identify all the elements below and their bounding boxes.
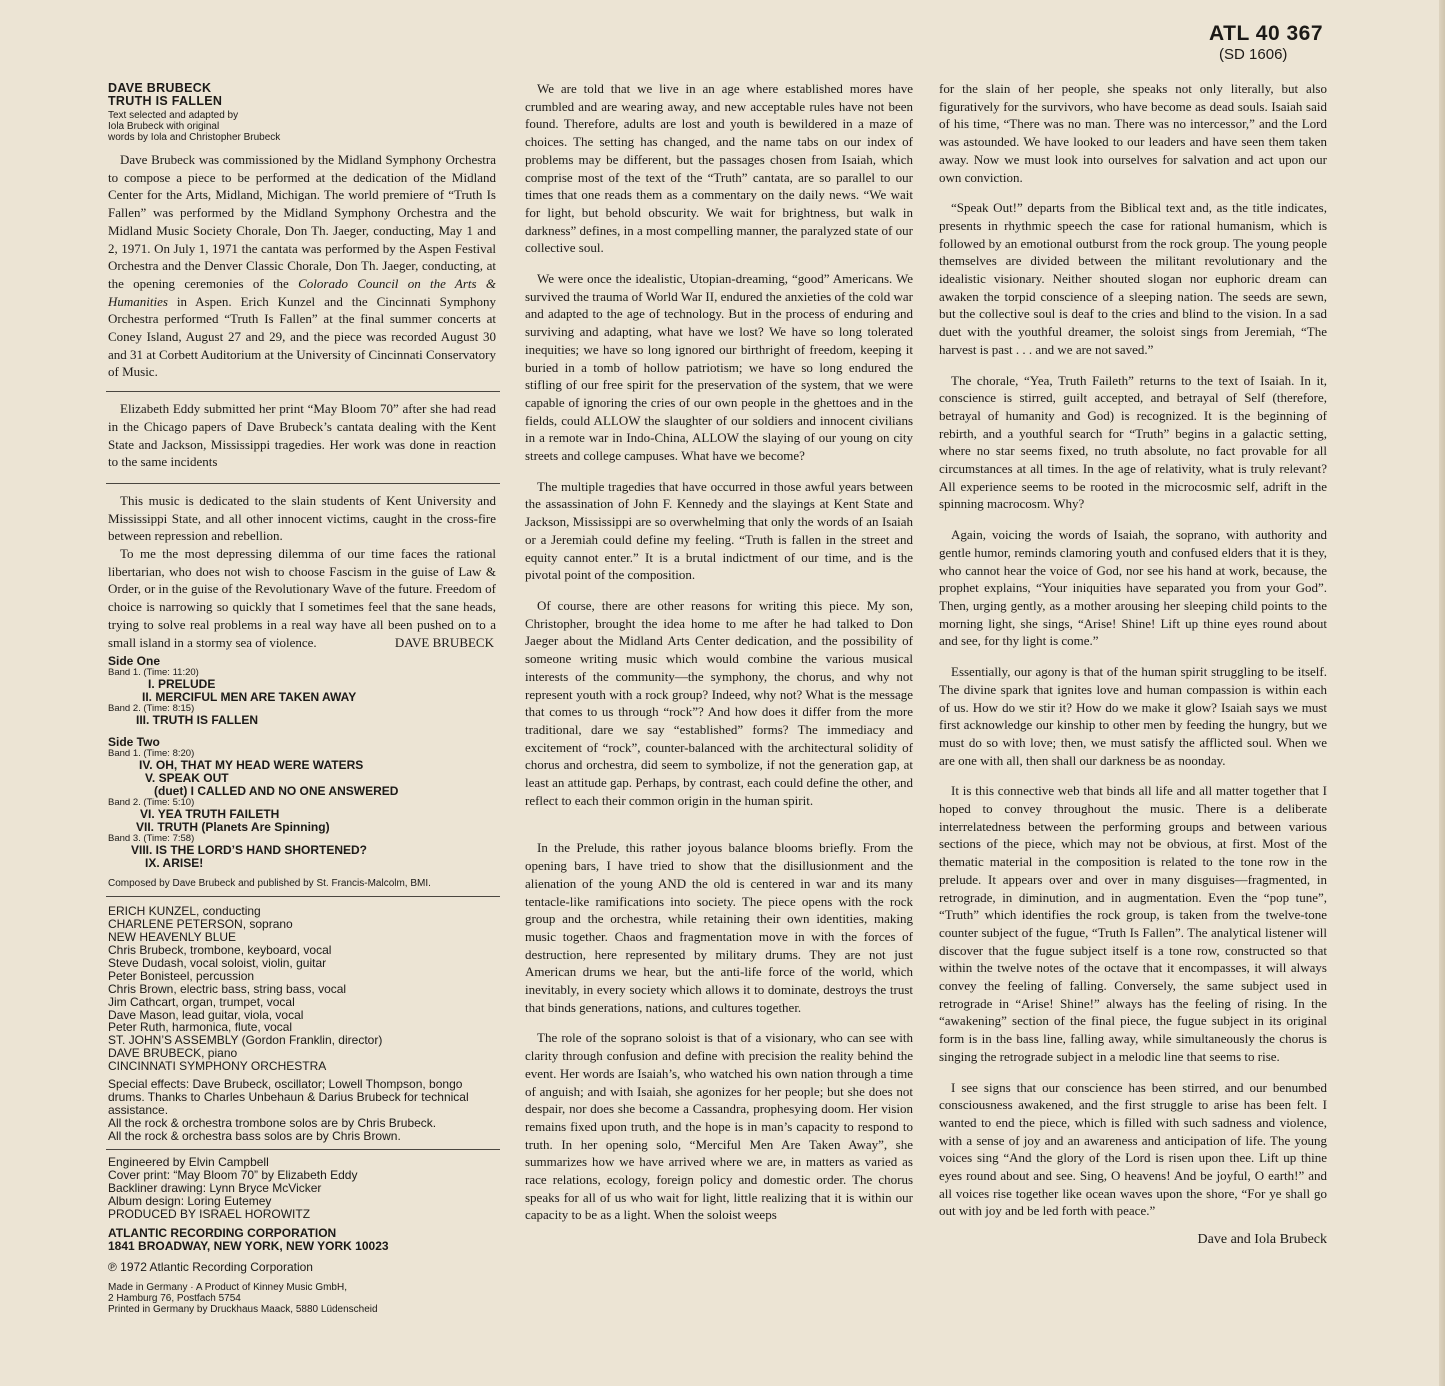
track-title: VII. TRUTH (Planets Are Spinning)	[136, 820, 330, 835]
left-column	[108, 82, 496, 1315]
production-credit-line: Album design: Loring Eutemey	[108, 1193, 272, 1208]
essay-signature: Dave and Iola Brubeck	[1197, 1232, 1327, 1248]
essay-paragraph: for the slain of her people, she speaks not only literally, but also figuratively for the survivors, who have become as dead souls. Isaiah said of his time, “There was no man. There was no intercessor,” and the Lord was astounded. We have looked to our leaders and have seen them taken away. Now we must look into ourselves for salvation and act upon our own conviction.	[939, 81, 1327, 185]
middle-column	[525, 80, 913, 1224]
label-block	[108, 1227, 496, 1253]
track-subtitle: (duet) I CALLED AND NO ONE ANSWERED	[154, 784, 399, 799]
dilemma-paragraph	[108, 545, 496, 651]
personnel-line: CINCINNATI SYMPHONY ORCHESTRA	[108, 1059, 327, 1074]
band-timing: Band 1. (Time: 8:20)	[108, 748, 195, 760]
personnel-line: Chris Brown, electric bass, string bass, vocal	[108, 981, 347, 996]
personnel-line: NEW HEAVENLY BLUE	[108, 930, 237, 945]
track-title: IV. OH, THAT MY HEAD WERE WATERS	[139, 758, 364, 773]
made-line: Made in Germany · A Product of Kinney Music GmbH,	[108, 1281, 347, 1293]
personnel-line: Peter Ruth, harmonica, flute, vocal	[108, 1020, 293, 1035]
essay-paragraph: It is this connective web that binds all life and all matter together that I hoped to convey throughout the music. There is a deliberate interrelatedness between the performing groups and between various sections of the piece, which may not be obvious, at first. Most of the thematic material in the composition is related to the tone row in the prelude. It appears over and over in many disguises—fragmented, in retrograde, in diminution, and in augmentation. Even the “pop tune”, “Truth” which identifies the rock group, is taken from the twelve-tone counter subject of the fugue, “Truth Is Fallen”. The analytical listener will discover that the fugue subject itself is a tone row, constructed so that within the twelve notes of the octave that it encompasses, it will always convey the feeling of falling. Conversely, the same subject used in retrograde in “Arise! Shine!” always has the feeling of rising. In the “awakening” section of the final piece, the fugue subject in its original form is in the bass line, falling away, while simultaneously the chorus is singing the retrograde subject in a melodic line that seems to rise.	[939, 783, 1327, 1064]
made-line: Printed in Germany by Druckhaus Maack, 5880 Lüdenscheid	[108, 1303, 378, 1315]
side-two-heading: Side Two	[108, 735, 160, 750]
text-credit-line: Text selected and adapted by	[108, 110, 239, 121]
dilemma-text: To me the most depressing dilemma of our time faces the rational libertarian, who does not wish to choose Fascism in the guise of Law & Order, or in the guise of the Revolutionary Wave of the future. Freedom of choice is narrowing so quickly that I sometimes feel that the sane heads, trying to solve real problems in a real way have all been pushed on to a small island in a stormy sea of violence.	[108, 546, 496, 650]
essay-paragraph: In the Prelude, this rather joyous balance blooms briefly. From the opening bars, I have tried to show that the disillusionment and the alienation of the young AND the old is centered in war and its many tentacle-like ramifications into society. The piece opens with the rock group and the orchestra, while retaining their own identities, making music together. Chaos and fragmentation move in with the forces of destruction, here represented by military drums. They are not just American drums we hear, but the anti-life force of the world, which inevitably, in every society which allows it to dominate, destroys the trust that binds generations, nations, and cultures together.	[525, 840, 913, 1015]
band-timing: Band 2. (Time: 5:10)	[108, 797, 195, 809]
special-effects-credit: Special effects: Dave Brubeck, oscillator; Lowell Thompson, bongo drums. Thanks to Charles Unbehaun & Darius Brubeck for technical assistance.	[108, 1077, 469, 1118]
personnel-line: Jim Cathcart, organ, trumpet, vocal	[108, 994, 295, 1009]
essay-paragraph: “Speak Out!” departs from the Biblical text and, as the title indicates, presents in rhythmic speech the case for rational humanism, which is followed by an emotional outburst from the rock group. The young people themselves are divided between the militant revolutionary and the idealistic visionary. Neither shouted slogan nor euphoric dream can awaken the torpid conscience of a sleeping nation. The seeds are sewn, but the collective soul is deaf to the cries and blind to the vision. In a sad duet with the youthful dreamer, the soloist sings from Jeremiah, “The harvest is past . . . and we are not saved.”	[939, 200, 1327, 357]
commission-paragraph: Dave Brubeck was commissioned by the Midland Symphony Orchestra to compose a piece to be performed at the dedication of the Midland Center for the Arts, Midland, Michigan. The world premiere of “Truth Is Fallen” was performed by the Midland Symphony Orchestra and the Midland Music Society Chorale, Don Th. Jaeger, conducting, May 1 and 2, 1971. On July 1, 1971 the cantata was performed by the Aspen Festival Orchestra and the Denver Classic Chorale, Don Th. Jaeger, conducting, at the opening ceremonies of the Colorado Council on the Arts & Humanities in Aspen. Erich Kunzel and the Cincinnati Symphony Orchestra performed “Truth Is Fallen” at the final summer concerts at Coney Island, August 27 and 29, and the piece was recorded August 30 and 31 at Corbett Auditorium at the University of Cincinnati Conservatory of Music.	[108, 152, 497, 380]
alt-catalog-number: (SD 1606)	[1219, 46, 1288, 63]
track-title: II. MERCIFUL MEN ARE TAKEN AWAY	[142, 690, 357, 705]
track-title: III. TRUTH IS FALLEN	[136, 713, 258, 728]
band-timing: Band 2. (Time: 8:15)	[108, 703, 195, 715]
production-credit-line: Backliner drawing: Lynn Bryce McVicker	[108, 1180, 322, 1195]
track-title: V. SPEAK OUT	[145, 771, 229, 786]
essay-paragraph: We were once the idealistic, Utopian-dreaming, “good” Americans. We survived the trauma of World War II, endured the anxieties of the cold war and adapted to the age of technology. But in the process of enduring and surviving and adapting, what have we lost? We have so long tolerated inequities; we have so long ignored our birthright of freedom, keeping it buried in a tomb of hollow patriotism; we have so long endured the stifling of our free spirit for the preservation of the system, that we were capable of ignoring the cries of our own people in the ghettoes and in the fields, could ALLOW the slaughter of our soldiers and innocent civilians in a remote war in Indo-China, ALLOW the slaying of our young on city streets and college campuses. What have we become?	[525, 271, 913, 464]
dilemma-signature: DAVE BRUBECK	[394, 634, 494, 650]
personnel-line: Steve Dudash, vocal soloist, violin, guitar	[108, 955, 327, 970]
production-credit-line: PRODUCED BY ISRAEL HOROWITZ	[108, 1206, 311, 1221]
production-credit-line: Engineered by Elvin Campbell	[108, 1155, 269, 1170]
bass-credit: All the rock & orchestra bass solos are by Chris Brown.	[108, 1129, 401, 1144]
personnel-line: ERICH KUNZEL, conducting	[108, 904, 261, 919]
personnel-line: ST. JOHN’S ASSEMBLY (Gordon Franklin, director)	[108, 1033, 383, 1048]
text-credit-line: Iola Brubeck with original	[108, 121, 220, 132]
artist-name: DAVE BRUBECK	[108, 81, 212, 95]
essay-paragraph: Of course, there are other reasons for writing this piece. My son, Christopher, brought the idea home to me after he had talked to Don Jaeger about the Midland Arts Center dedication, and the possibility of someone writing music which would combine the various musical interests of the community—the symphony, the chorus, and why not represent youth with a rock group? Indeed, why not? What is the message that comes to us through “rock”? And how does it differ from the more traditional, dare we say “established” forms? The immediacy and excitement of “rock”, counter-balanced with the architectural solidity of chorus and orchestra, did seem to symbolize, if not the generation gap, at least an attitude gap. Perhaps, by contrast, each could define the other, and reflect to each their common origin in the human spirit.	[525, 597, 913, 808]
production-credits	[108, 1156, 496, 1221]
essay-paragraph: We are told that we live in an age where established mores have crumbled and are wearing away, and new acceptable rules have not been found. Therefore, adults are lost and youth is bewildered in a maze of choices. The setting has changed, and the name tabs on our index of problems may be different, but the passages chosen from Isaiah, which comprise most of the text of the “Truth” cantata, are so parallel to our times that one reads them as a commentary on the daily news. “We wait for light, but behold obscurity. We wait for brightness, but walk in darkness” defines, in a most compelling manner, the paralyzed state of our collective soul.	[525, 81, 913, 256]
dedication-paragraph: This music is dedicated to the slain students of Kent University and Mississippi State, and all other innocent victims, caught in the cross-fire between repression and rebellion.	[108, 492, 496, 544]
album-title: TRUTH IS FALLEN	[108, 94, 223, 108]
catalog-number: ATL 40 367	[1209, 22, 1323, 45]
divider	[106, 1149, 500, 1150]
trombone-credit: All the rock & orchestra trombone solos are by Chris Brubeck.	[108, 1116, 437, 1131]
copyright-line: ℗ 1972 Atlantic Recording Corporation	[108, 1259, 313, 1274]
divider	[106, 483, 500, 484]
essay-paragraph: I see signs that our conscience has been stirred, and our benumbed consciousness awakened, and the first struggle to arise has been felt. I wanted to end the piece, which is filled with such sadness and violence, with a sense of joy and an awareness and anticipation of life. The young voices sing “And the glory of the Lord is risen upon thee. Lift up thine eyes round about and see. Sing, O heavens! And be joyful, O earth!” and all voices rise together like ocean waves upon the shore, “For ye shall go out with joy and be led forth with peace.”	[939, 1079, 1327, 1219]
track-title: I. PRELUDE	[148, 677, 216, 692]
production-credit-line: Cover print: “May Bloom 70” by Elizabeth Eddy	[108, 1167, 358, 1182]
personnel-line: Dave Mason, lead guitar, viola, vocal	[108, 1007, 304, 1022]
divider	[106, 391, 500, 392]
tracklist	[108, 654, 496, 870]
band-timing: Band 1. (Time: 11:20)	[108, 667, 199, 679]
personnel-line: Peter Bonisteel, percussion	[108, 968, 255, 983]
band-timing: Band 3. (Time: 7:58)	[108, 833, 195, 845]
made-line: 2 Hamburg 76, Postfach 5754	[108, 1292, 241, 1304]
effects-credits	[108, 1078, 496, 1143]
cover-print-paragraph: Elizabeth Eddy submitted her print “May Bloom 70” after she had read in the Chicago papers of Dave Brubeck’s cantata dealing with the Kent State and Jackson, Mississippi tragedies. Her work was done in reaction to the same incidents	[108, 401, 496, 470]
label-company: ATLANTIC RECORDING CORPORATION	[108, 1225, 337, 1240]
right-column	[939, 80, 1327, 1248]
track-title: VI. YEA TRUTH FAILETH	[140, 807, 280, 822]
track-title: VIII. IS THE LORD’S HAND SHORTENED?	[131, 843, 368, 858]
track-title: IX. ARISE!	[145, 856, 204, 871]
essay-paragraph: The role of the soprano soloist is that of a visionary, who can see with clarity through confusion and define with precision the reality behind the event. Her words are Isaiah’s, who watched his own nation through a time of anguish; and with Isaiah, she agonizes for her people; but she does not despair, nor does she become a Cassandra, prophesying doom. Her vision remains fixed upon truth, and the hope is in man’s capacity to respond to truth. In her opening solo, “Merciful Men Are Taken Away”, she summarizes how we have arrived where we are, in matters as varied as race relations, ecology, foreign policy and domestic order. The chorus speaks for all of us who wait for light, little realizing that it is within our capacity to be as a light. When the soloist weeps	[525, 1030, 913, 1223]
essay-paragraph: Essentially, our agony is that of the human spirit struggling to be itself. The divine spark that ignites love and human compassion is within each of us. How do we stir it? How do we make it glow? Isaiah says we must first acknowledge our kinship to other men by feeding the hungry, but we must do so with love; then, we must satisfy the afflicted soul. When we are one with all, then shall our darkness be as noonday.	[939, 664, 1327, 768]
catalog-number-block	[1209, 22, 1323, 64]
personnel-line: CHARLENE PETERSON, soprano	[108, 917, 293, 932]
personnel-line: Chris Brubeck, trombone, keyboard, vocal	[108, 943, 332, 957]
label-address: 1841 BROADWAY, NEW YORK, NEW YORK 10023	[108, 1238, 389, 1253]
personnel-list	[108, 905, 496, 1073]
publishing-credit: Composed by Dave Brubeck and published by St. Francis-Malcolm, BMI.	[108, 878, 431, 890]
text-credit-line: words by Iola and Christopher Brubeck	[108, 132, 281, 143]
text-credit	[108, 110, 496, 143]
personnel-line: DAVE BRUBECK, piano	[108, 1046, 238, 1061]
essay-paragraph: The chorale, “Yea, Truth Faileth” returns to the text of Isaiah. In it, conscience is stirred, guilt accepted, and betrayal of Self (therefore, betrayal of humanity and God) is recognized. It is the beginning of rebirth, and a youthful search for “Truth” begins in a galactic setting, where no star seems fixed, no truth absolute, no fact provable for all circumstances at all times. In the age of relativity, what is truly relevant? All experience seems to be rooted in the microcosmic self, adrift in the spinning macrocosm. Why?	[939, 372, 1327, 512]
divider	[106, 896, 500, 897]
manufacturing-info	[108, 1282, 496, 1315]
side-one-heading: Side One	[108, 654, 161, 669]
cover-edge	[1439, 0, 1445, 1386]
essay-paragraph: Again, voicing the words of Isaiah, the soprano, with authority and gentle humor, reminds clamoring youth and confused elders that it is they, who cannot hear the voice of God, nor see his hand at work, because, the prophet explains, “Your iniquities have separated you from your God”. Then, urging gently, as a mother arousing her sleeping child points to the morning light, she sings, “Arise! Shine! Lift up thine eyes round about and see, for thy light is come.”	[939, 527, 1327, 649]
essay-paragraph: The multiple tragedies that have occurred in those awful years between the assassination of John F. Kennedy and the slayings at Kent State and Jackson, Mississippi are so overwhelming that only the words of an Isaiah or a Jeremiah could define my feeling. “Truth is fallen in the street and equity cannot enter.” It is a brutal indictment of our time, and is the pivotal point of the composition.	[525, 478, 913, 583]
